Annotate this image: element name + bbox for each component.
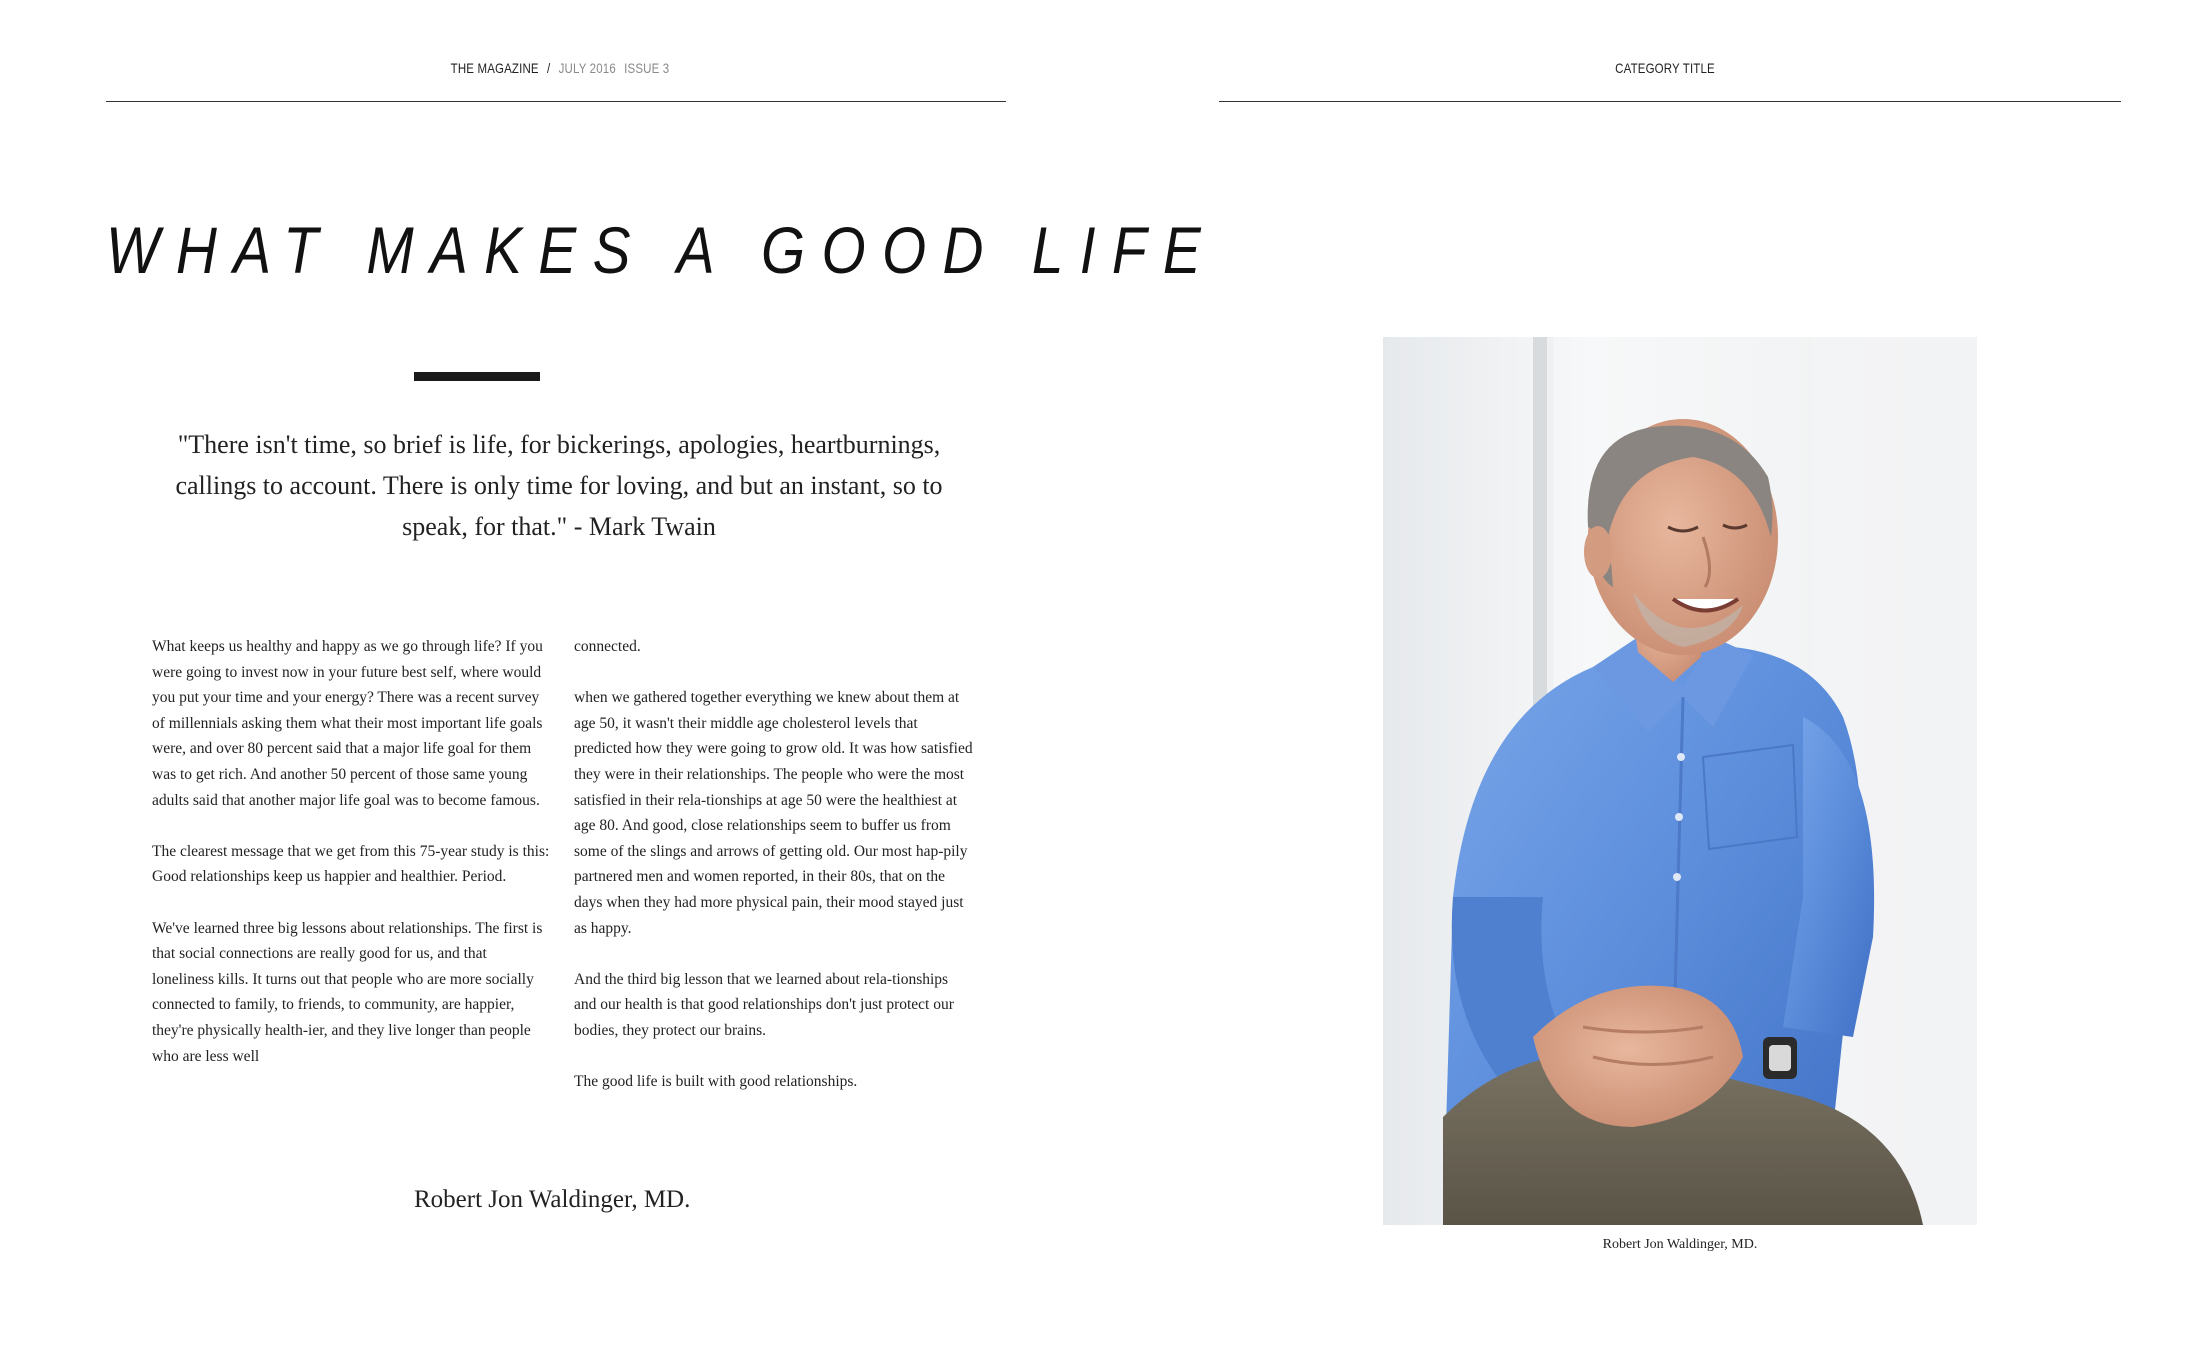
magazine-name: THE MAGAZINE	[450, 60, 539, 76]
body-column-right	[574, 634, 974, 1120]
header-rule-right	[1219, 101, 2121, 102]
body-paragraph: when we gathered together everything we knew about them at age 50, it wasn't their middle age cholesterol levels that predicted how they were going to grow old. It was how satisfied they were in their relationships. The people who were the most satisfied in their rela-tionships at age 50 were the healthiest at age 80. And good, close relationships seem to buffer us from some of the slings and arrows of getting old. Our most hap-pily partnered men and women reported, in their 80s, that on the days when they had more physical pain, their mood stayed just as happy.	[574, 689, 973, 937]
author-byline: Robert Jon Waldinger, MD.	[414, 1186, 691, 1213]
running-head-right	[1542, 60, 1788, 82]
body-paragraph: The clearest message that we get from this 75-year study is this: Good relationships keep us happier and healthier. Period.	[152, 842, 550, 886]
header-separator: /	[547, 60, 551, 76]
title-underline-bar	[414, 372, 540, 381]
right-page	[1105, 0, 2210, 1370]
body-column-left	[152, 634, 552, 1095]
article-title: WHAT MAKES A GOOD LIFE	[106, 213, 1218, 287]
body-paragraph: connected.	[574, 638, 641, 655]
photo-caption: Robert Jon Waldinger, MD.	[1602, 1237, 1758, 1252]
body-paragraph: We've learned three big lessons about relationships. The first is that social connections are really good for us, and that loneliness kills. It turns out that people who are more socially connected to family, to friends, to community, are happier, they're physically health-ier, and they live longer than people who are less well	[152, 919, 543, 1065]
body-paragraph: The good life is built with good relationships.	[574, 1073, 858, 1091]
portrait-photo	[1383, 337, 1977, 1225]
issue-date: JULY 2016	[558, 60, 616, 76]
pull-quote: "There isn't time, so brief is life, for bickerings, apologies, heartburnings, callings to account. There is only time for loving, and but an instant, so to speak, for that." - Mark Twain	[175, 430, 943, 541]
running-head-left	[388, 60, 732, 82]
header-rule-left	[106, 101, 1006, 102]
issue-number: ISSUE 3	[624, 60, 670, 76]
body-paragraph: What keeps us healthy and happy as we go through life? If you were going to invest now in your future best self, where would you put your time and your energy? There was a recent survey of millennials asking them what their most important life goals were, and over 80 percent said that a major life goal for them was to get rich. And another 50 percent of those same young adults said that another major life goal was to become famous.	[152, 638, 543, 809]
body-paragraph: And the third big lesson that we learned about rela-tionships and our health is that good relationships don't just protect our bodies, they protect our brains.	[574, 970, 954, 1039]
portrait-illustration	[1383, 337, 1977, 1225]
category-title: CATEGORY TITLE	[1615, 60, 1715, 76]
